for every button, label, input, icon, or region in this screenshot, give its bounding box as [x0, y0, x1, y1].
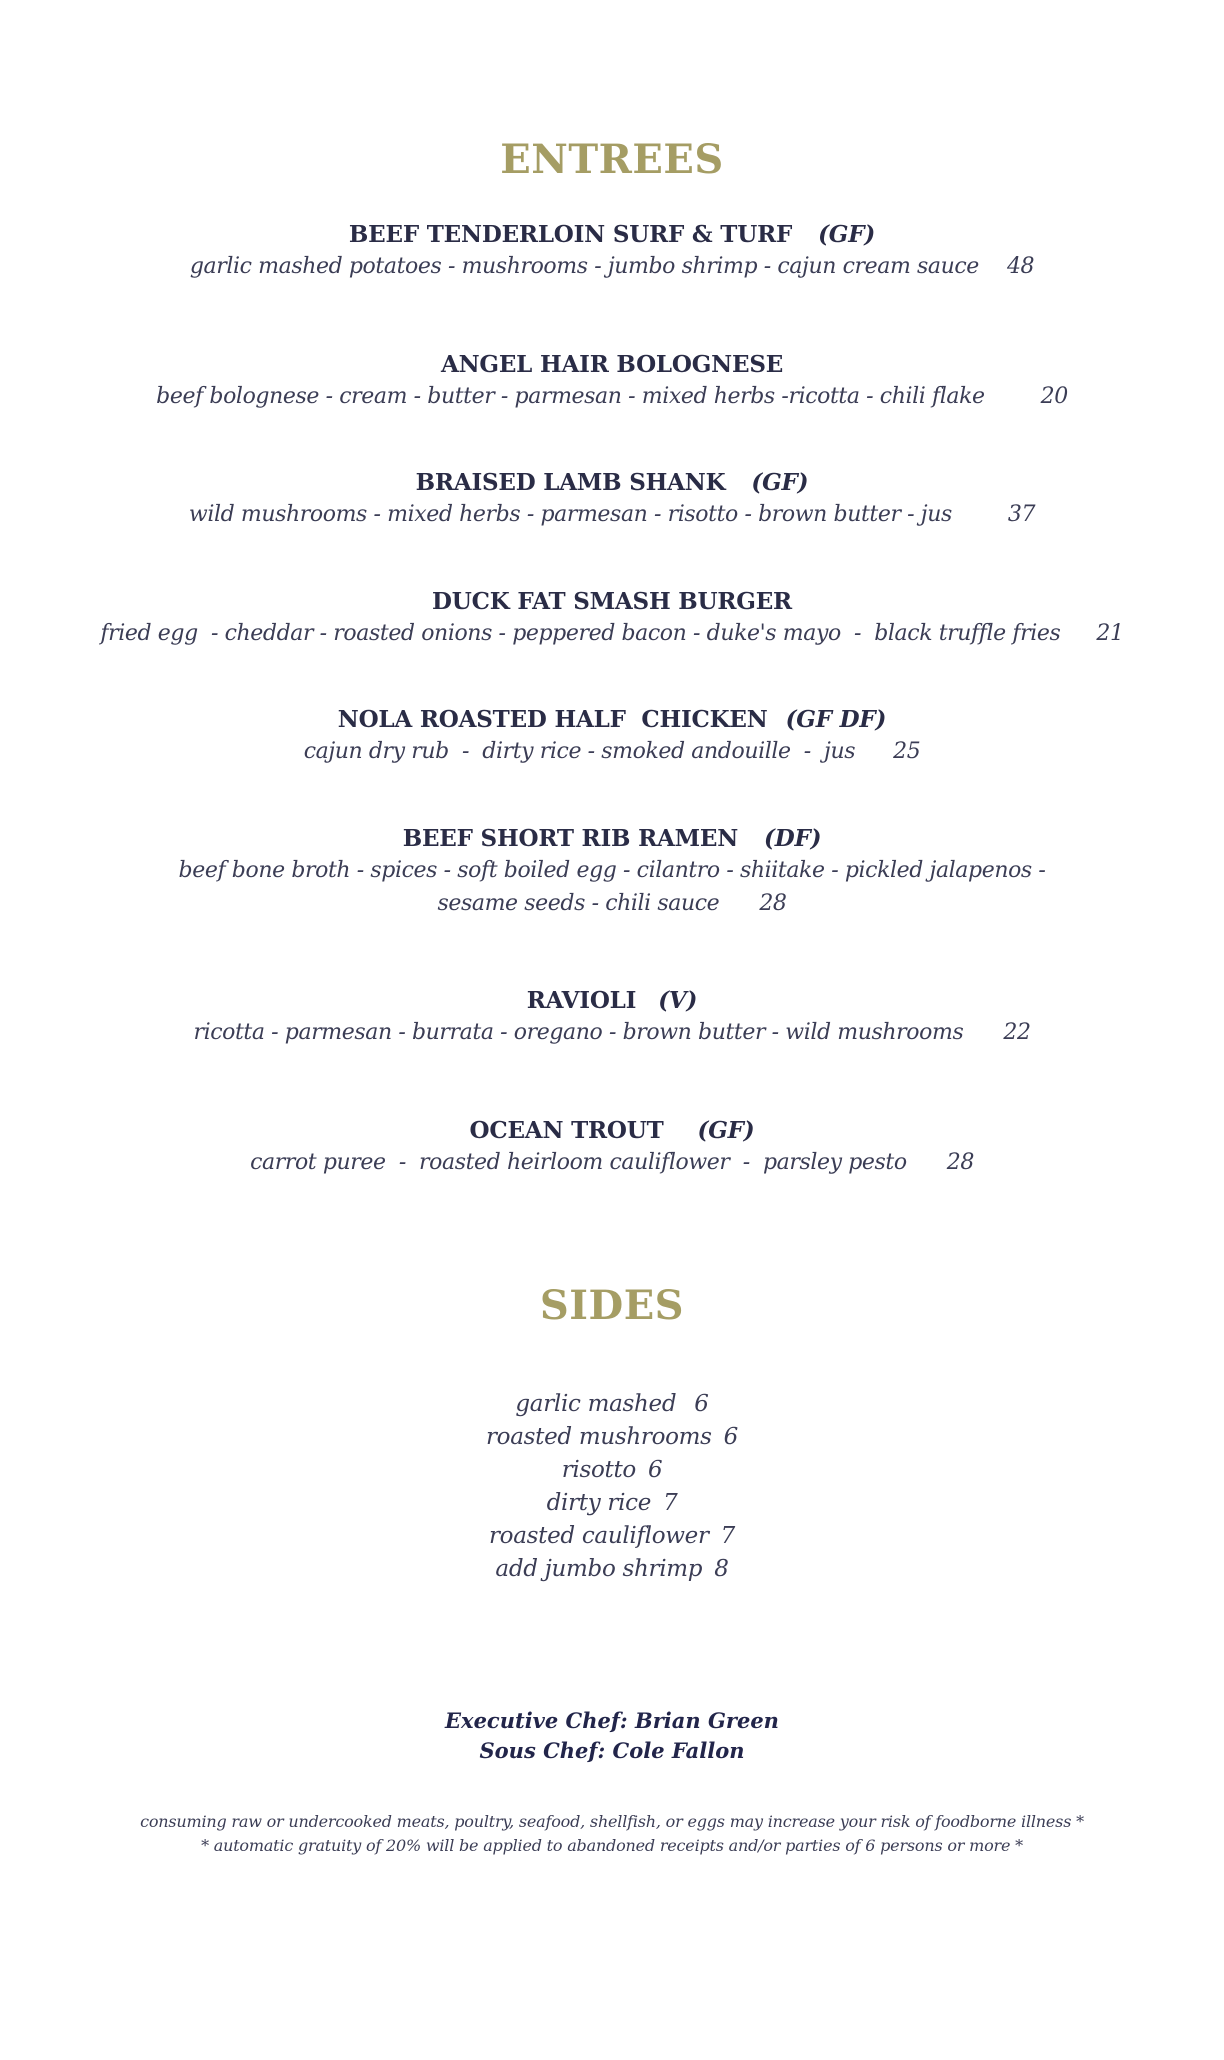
chef-credits [0, 1706, 1224, 1766]
side-price: 6 [647, 1457, 663, 1483]
menu-item [0, 705, 1224, 768]
menu-item-description [0, 1146, 1224, 1179]
list-item [0, 1421, 1224, 1454]
menu-item-heading [0, 986, 1224, 1016]
side-name: garlic mashed [515, 1391, 677, 1417]
disclaimer [0, 1810, 1224, 1858]
menu-item-name: NOLA ROASTED HALF CHICKEN [337, 706, 768, 733]
side-price: 7 [720, 1523, 736, 1549]
side-name: risotto [561, 1457, 636, 1483]
side-price: 8 [714, 1556, 729, 1582]
list-item [0, 1520, 1224, 1553]
menu-item [0, 824, 1224, 920]
description-text: beef bolognese - cream - butter - parmesan - mixed herbs -ricotta - chili flake [156, 384, 985, 409]
menu-item-name: BEEF TENDERLOIN SURF & TURF [348, 221, 793, 248]
sous-chef: Sous Chef: Cole Fallon [479, 1738, 745, 1763]
disclaimer-line: * automatic gratuity of 20% will be applied to abandoned receipts and/or parties of 6 persons or more * [201, 1836, 1023, 1855]
side-name: roasted cauliflower [488, 1523, 709, 1549]
menu-item-name: RAVIOLI [526, 987, 637, 1014]
dietary-tag: (GF) [697, 1117, 755, 1144]
menu-item-heading [0, 705, 1224, 735]
menu-item-description [0, 735, 1224, 768]
side-price: 6 [694, 1391, 709, 1417]
side-price: 6 [723, 1424, 739, 1450]
list-item [0, 1487, 1224, 1520]
disclaimer-line: consuming raw or undercooked meats, poultry, seafood, shellfish, or eggs may increase your risk of foodborne illness * [140, 1812, 1084, 1831]
menu-item-price: 48 [1006, 254, 1035, 279]
side-name: add jumbo shrimp [495, 1556, 703, 1582]
menu-item-name: BEEF SHORT RIB RAMEN [402, 825, 739, 852]
menu-item-description [0, 1016, 1224, 1049]
dietary-tag: (V) [658, 987, 698, 1014]
menu-item-price: 22 [1003, 1020, 1031, 1045]
side-price: 7 [663, 1490, 678, 1516]
menu-item-price: 20 [1040, 384, 1068, 409]
menu-item-heading [0, 824, 1224, 854]
description-text: wild mushrooms - mixed herbs - parmesan - risotto - brown butter - jus [188, 502, 952, 527]
menu-item-heading [0, 587, 1224, 617]
description-text: beef bone broth - spices - soft boiled egg - cilantro - shiitake - pickled jalapenos - [178, 858, 1046, 883]
menu-item-price: 28 [946, 1150, 974, 1175]
sides-heading: SIDES [539, 1282, 685, 1329]
menu-item-price: 37 [1007, 502, 1036, 527]
menu-item-name: OCEAN TROUT [469, 1117, 664, 1144]
menu-item-heading [0, 1116, 1224, 1146]
description-text: carrot puree - roasted heirloom cauliflower - parsley pesto [250, 1150, 907, 1175]
menu-item [0, 350, 1224, 413]
menu-item-price: 28 [759, 891, 787, 916]
menu-item-description [0, 498, 1224, 531]
entrees-heading: ENTREES [500, 136, 724, 183]
list-item [0, 1388, 1224, 1421]
menu-item-name: BRAISED LAMB SHANK [415, 469, 726, 496]
menu-item [0, 587, 1224, 650]
menu-item-description [0, 617, 1224, 650]
menu-item-name: ANGEL HAIR BOLOGNESE [440, 351, 784, 378]
description-text: fried egg - cheddar - roasted onions - peppered bacon - duke's mayo - black truffle fries [100, 621, 1061, 646]
description-text: sesame seeds - chili sauce [437, 891, 720, 916]
dietary-tag: (GF) [818, 221, 876, 248]
dietary-tag: (GF) [751, 469, 809, 496]
menu-item [0, 1116, 1224, 1179]
description-text: cajun dry rub - dirty rice - smoked andouille - jus [303, 739, 856, 764]
menu-item-price: 21 [1096, 621, 1124, 646]
menu-item-heading [0, 468, 1224, 498]
menu-item-description-line2 [0, 887, 1224, 920]
menu-item-heading [0, 350, 1224, 380]
description-text: ricotta - parmesan - burrata - oregano - brown butter - wild mushrooms [193, 1020, 964, 1045]
dietary-tag: (GF DF) [785, 706, 887, 733]
menu-item-name: DUCK FAT SMASH BURGER [432, 588, 792, 615]
dietary-tag: (DF) [764, 825, 822, 852]
list-item [0, 1553, 1224, 1586]
list-item [0, 1454, 1224, 1487]
menu-item-heading [0, 220, 1224, 250]
description-text: garlic mashed potatoes - mushrooms - jumbo shrimp - cajun cream sauce [189, 254, 979, 279]
menu-item-price: 25 [893, 739, 921, 764]
side-name: roasted mushrooms [485, 1424, 712, 1450]
menu-item-description [0, 250, 1224, 283]
menu-item [0, 986, 1224, 1049]
side-name: dirty rice [546, 1490, 652, 1516]
menu-item-description [0, 380, 1224, 413]
menu-item-description [0, 854, 1224, 887]
executive-chef: Executive Chef: Brian Green [445, 1708, 779, 1733]
menu-item [0, 220, 1224, 283]
menu-item [0, 468, 1224, 531]
sides-list [0, 1388, 1224, 1586]
